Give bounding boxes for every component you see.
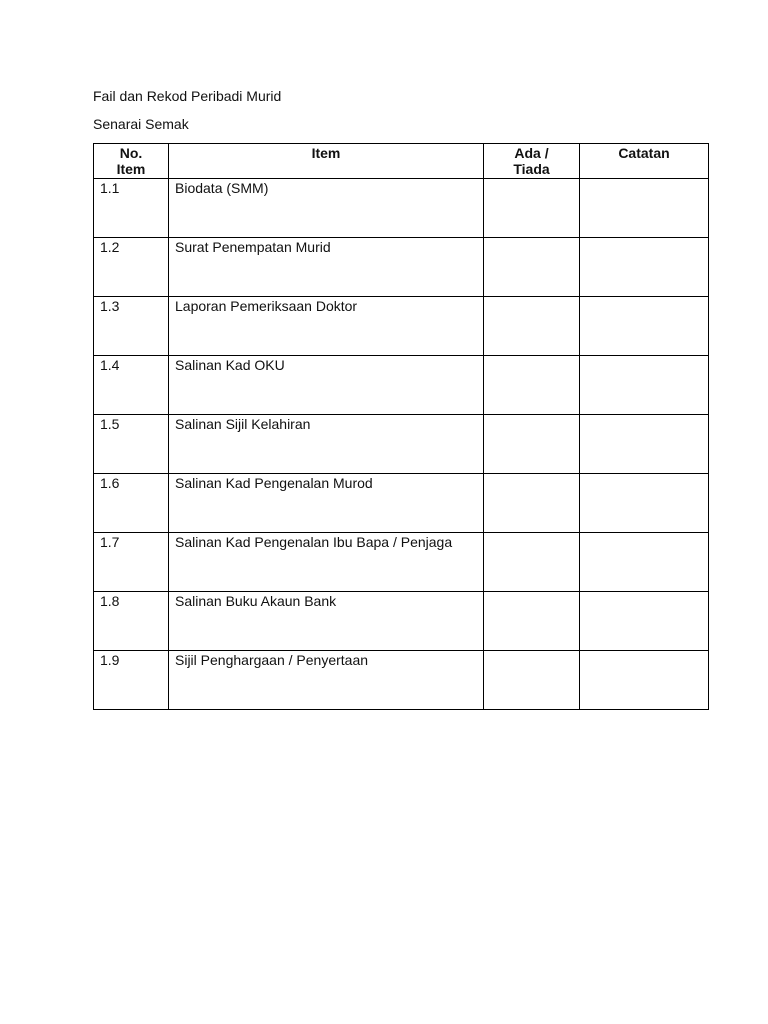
table-row (94, 651, 709, 710)
cell-no: 1.9 (94, 651, 169, 710)
table-row (94, 474, 709, 533)
cell-ada-tiada[interactable] (484, 297, 580, 356)
header-item: Item (169, 144, 484, 179)
cell-catatan[interactable] (580, 592, 709, 651)
cell-no: 1.7 (94, 533, 169, 592)
cell-catatan[interactable] (580, 297, 709, 356)
cell-no: 1.4 (94, 356, 169, 415)
header-ada-tiada-line2: Tiada (513, 161, 550, 177)
table-row (94, 592, 709, 651)
cell-item: Biodata (SMM) (169, 179, 484, 238)
table-row (94, 356, 709, 415)
table-row (94, 415, 709, 474)
cell-ada-tiada[interactable] (484, 415, 580, 474)
cell-item: Salinan Sijil Kelahiran (169, 415, 484, 474)
cell-catatan[interactable] (580, 356, 709, 415)
table-row (94, 297, 709, 356)
cell-no: 1.2 (94, 238, 169, 297)
cell-catatan[interactable] (580, 533, 709, 592)
cell-item: Surat Penempatan Murid (169, 238, 484, 297)
header-no-item (94, 144, 169, 179)
cell-catatan[interactable] (580, 651, 709, 710)
cell-catatan[interactable] (580, 474, 709, 533)
cell-ada-tiada[interactable] (484, 533, 580, 592)
cell-item: Salinan Kad OKU (169, 356, 484, 415)
cell-ada-tiada[interactable] (484, 179, 580, 238)
cell-item: Salinan Kad Pengenalan Ibu Bapa / Penjaga (169, 533, 484, 592)
header-ada-tiada-line1: Ada / (514, 145, 549, 161)
cell-ada-tiada[interactable] (484, 651, 580, 710)
document-title: Fail dan Rekod Peribadi Murid (93, 88, 282, 104)
cell-no: 1.5 (94, 415, 169, 474)
cell-item: Laporan Pemeriksaan Doktor (169, 297, 484, 356)
checklist-table (93, 143, 709, 710)
cell-ada-tiada[interactable] (484, 474, 580, 533)
table-row (94, 179, 709, 238)
header-ada-tiada (484, 144, 580, 179)
header-no-item-line1: No. (119, 145, 143, 161)
cell-item: Salinan Buku Akaun Bank (169, 592, 484, 651)
header-catatan: Catatan (580, 144, 709, 179)
cell-no: 1.8 (94, 592, 169, 651)
cell-ada-tiada[interactable] (484, 238, 580, 297)
cell-catatan[interactable] (580, 415, 709, 474)
header-no-item-line2: Item (116, 161, 146, 177)
cell-no: 1.3 (94, 297, 169, 356)
table-row (94, 238, 709, 297)
table-header-row (94, 144, 709, 179)
cell-ada-tiada[interactable] (484, 592, 580, 651)
cell-item: Salinan Kad Pengenalan Murod (169, 474, 484, 533)
cell-no: 1.6 (94, 474, 169, 533)
cell-catatan[interactable] (580, 238, 709, 297)
cell-no: 1.1 (94, 179, 169, 238)
cell-catatan[interactable] (580, 179, 709, 238)
document-subtitle: Senarai Semak (93, 116, 189, 132)
table-row (94, 533, 709, 592)
cell-item: Sijil Penghargaan / Penyertaan (169, 651, 484, 710)
cell-ada-tiada[interactable] (484, 356, 580, 415)
